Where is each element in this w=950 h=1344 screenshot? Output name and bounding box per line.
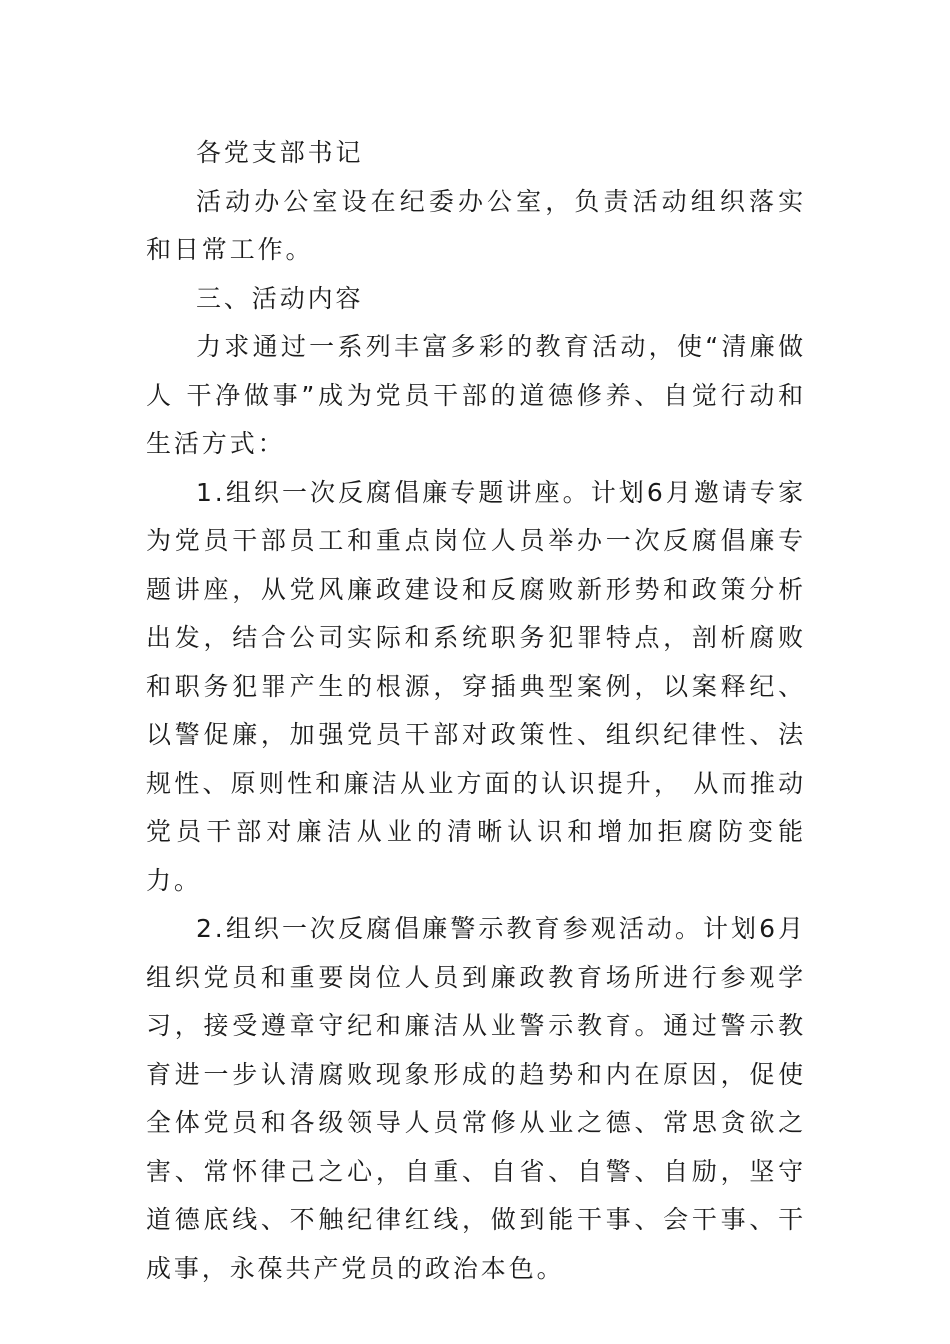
paragraph-item-lecture: 1.组织一次反腐倡廉专题讲座。计划6月邀请专家为党员干部员工和重点岗位人员举办一次反腐倡廉专题讲座，从党风廉政建设和反腐败新形势和政策分析出发，结合公司实际和系统职务犯罪特点，剖析腐败和职务犯罪产生的根源，穿插典型案例，以案释纪、以警促廉，加强党员干部对政策性、组织纪律性、法规性、原则性和廉洁从业方面的认识提升， 从而推动党员干部对廉洁从业的清晰认识和增加拒腐防变能力。 <box>146 477 806 895</box>
section-heading-activity-content: 三、活动内容 <box>196 283 364 313</box>
paragraph-branch-secretaries: 各党支部书记 <box>196 138 364 167</box>
document-body <box>146 129 806 1293</box>
paragraph-item-visit: 2.组织一次反腐倡廉警示教育参观活动。计划6月组织党员和重要岗位人员到廉政教育场所进行参观学习，接受遵章守纪和廉洁从业警示教育。通过警示教育进一步认清腐败现象形成的趋势和内在原因，促使全体党员和各级领导人员常修从业之德、常思贪欲之害、常怀律己之心，自重、自省、自警、自励，坚守道德底线、不触纪律红线，做到能干事、会干事、干成事，永葆共产党员的政治本色。 <box>146 914 806 1283</box>
paragraph-office-location: 活动办公室设在纪委办公室，负责活动组织落实和日常工作。 <box>146 186 806 264</box>
paragraph-activity-goal: 力求通过一系列丰富多彩的教育活动，使“清廉做人 干净做事”成为党员干部的道德修养、自觉行动和生活方式： <box>146 332 806 458</box>
